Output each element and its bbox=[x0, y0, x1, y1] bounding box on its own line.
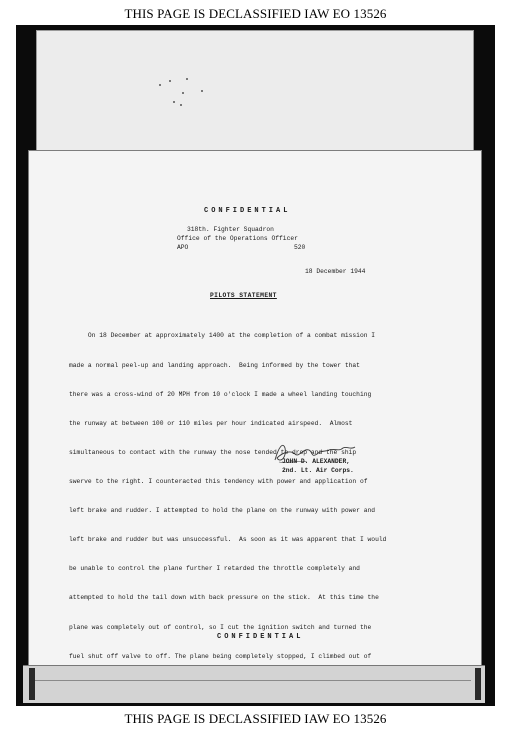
body-line: the runway at between 100 or 110 miles per hour indicated airspeed. Almost bbox=[69, 419, 353, 427]
body-line: made a normal peel-up and landing approach. Being informed by the tower that bbox=[69, 361, 360, 369]
body-line: On 18 December at approximately 1400 at the completion of a combat mission I bbox=[69, 332, 376, 340]
signatory-name: JOHN D. ALEXANDER, bbox=[282, 458, 351, 465]
classification-top: CONFIDENTIAL bbox=[204, 207, 291, 215]
body-line: be unable to control the plane further I retarded the throttle completely and bbox=[69, 565, 360, 573]
strip-line bbox=[31, 680, 471, 681]
declassification-banner-bottom: THIS PAGE IS DECLASSIFIED IAW EO 13526 bbox=[124, 711, 387, 726]
body-line: simultaneous to contact with the runway the nose tended to drop and the ship bbox=[69, 448, 357, 456]
body-line: fuel shut off valve to off. The plane being completely stopped, I climbed out of bbox=[69, 652, 372, 660]
scan-speck bbox=[169, 80, 171, 82]
letter-date: 18 December 1944 bbox=[305, 268, 366, 275]
declassification-banner-top: THIS PAGE IS DECLASSIFIED IAW EO 13526 bbox=[124, 6, 387, 21]
document-title: PILOTS STATEMENT bbox=[210, 292, 277, 299]
body-line: swerve to the right. I counteracted this tendency with power and application of bbox=[69, 477, 368, 485]
body-line: plane was completely out of control, so I cut the ignition switch and turned the bbox=[69, 623, 372, 631]
scan-speck bbox=[173, 101, 175, 103]
scanned-document-frame bbox=[16, 25, 495, 706]
office-name: Office of the Operations Officer bbox=[177, 235, 298, 242]
signatory-rank: 2nd. Lt. Air Corps. bbox=[282, 467, 354, 474]
body-line: left brake and rudder. I attempted to hold the plane on the runway with power and bbox=[69, 507, 376, 515]
strip-tick bbox=[475, 668, 481, 700]
scan-speck bbox=[186, 78, 188, 80]
strip-tick bbox=[29, 668, 35, 700]
body-line: attempted to hold the tail down with back pressure on the stick. At this time the bbox=[69, 594, 379, 602]
statement-body bbox=[69, 312, 386, 710]
scan-speck bbox=[201, 90, 203, 92]
scan-speck bbox=[159, 84, 161, 86]
scan-bottom-strip bbox=[23, 665, 485, 703]
body-line: left brake and rudder but was unsuccessful. As soon as it was apparent that I would bbox=[69, 536, 387, 544]
scan-speck bbox=[182, 92, 184, 94]
apo-label: APO bbox=[177, 244, 189, 251]
letter-page bbox=[28, 150, 482, 667]
apo-number: 520 bbox=[294, 244, 306, 251]
body-line: there was a cross-wind of 20 MPH from 10 o'clock I made a wheel landing touching bbox=[69, 390, 372, 398]
unit-name: 318th. Fighter Squadron bbox=[187, 226, 274, 233]
classification-bottom: CONFIDENTIAL bbox=[217, 633, 304, 641]
scan-speck bbox=[180, 104, 182, 106]
